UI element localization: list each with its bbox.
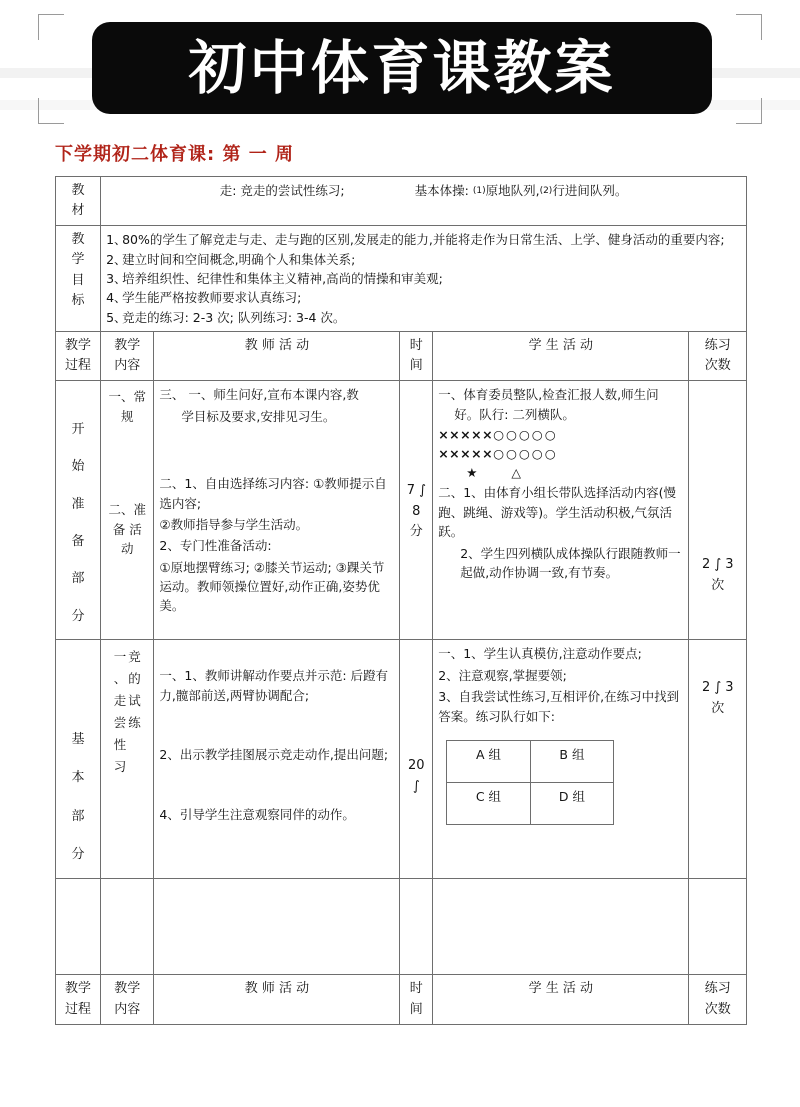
objective-item xyxy=(106,230,741,249)
section2-content-label xyxy=(101,640,154,879)
objective-text: 建立时间和空间概念,明确个人和集体关系; xyxy=(122,251,356,267)
section1-content-label xyxy=(101,381,154,640)
lesson-plan-table xyxy=(55,176,747,1025)
teacher-step-4: 2、专门性准备活动: xyxy=(159,538,272,554)
triangle-icon: △ xyxy=(511,464,556,480)
teacher-step-1b: 学目标及要求,安排见习生。 xyxy=(181,408,336,424)
section1-time-value: 7 ∫ 8 分 xyxy=(406,483,426,539)
teacher-step-3: 4、引导学生注意观察同伴的动作。 xyxy=(159,806,355,822)
objectives-content xyxy=(101,226,747,332)
section1-practice-count xyxy=(689,381,747,640)
formation-row xyxy=(438,445,683,464)
formation-x-marks: ××××× xyxy=(438,445,494,461)
materials-item-2a-num: (1) xyxy=(472,186,486,196)
group-cell-b: B 组 xyxy=(530,740,614,782)
objective-text: 80%的学生了解竞走与走、走与跑的区别,发展走的能力,并能将走作为日常生活、上学、健身活动的重要内容; xyxy=(122,232,725,248)
section2-content-col-2: 竞 的 试 练 xyxy=(128,649,141,731)
header-teacher-activity: 教 师 活 动 xyxy=(154,332,400,381)
header-student-activity: 学 生 活 动 xyxy=(433,332,689,381)
footer-student-activity: 学 生 活 动 xyxy=(433,975,689,1024)
table-row-objectives xyxy=(56,226,747,332)
objective-number: 5、 xyxy=(106,309,127,325)
section2-teacher-activity xyxy=(154,640,400,879)
objective-number: 1、 xyxy=(106,232,127,248)
title-banner xyxy=(92,22,712,114)
footer-practice-count: 练习 次数 xyxy=(689,975,747,1024)
table-row-materials xyxy=(56,177,747,226)
table-row-section-warmup xyxy=(56,381,747,640)
footer-teacher-activity: 教 师 活 动 xyxy=(154,975,400,1024)
objective-item xyxy=(106,250,741,269)
page-title: 初中体育课教案 xyxy=(188,34,616,102)
formation-leader-row xyxy=(438,464,683,483)
teacher-step-1: 一、1、教师讲解动作要点并示范: 后蹬有力,髋部前送,两臂协调配合; xyxy=(159,668,389,703)
group-formation-grid xyxy=(446,740,614,825)
section1-content-1: 一、常 规 xyxy=(108,389,146,424)
materials-item-2b-num: (2) xyxy=(539,186,553,196)
star-icon: ★ xyxy=(466,464,512,480)
table-footer-row xyxy=(56,975,747,1024)
objectives-label: 教 学 目 标 xyxy=(56,226,101,332)
section1-process-label: 开 始 准 备 部 分 xyxy=(56,381,101,640)
spacer-cell xyxy=(101,879,154,975)
teacher-step-5: ①原地摆臂练习; ②膝关节运动; ③踝关节运动。教师领操位置好,动作正确,姿势优美。 xyxy=(159,559,385,614)
student-step-2: 2、注意观察,掌握要领; xyxy=(438,667,567,683)
teacher-step-1: 三、 一、师生问好,宣布本课内容,教 xyxy=(159,387,359,403)
formation-o-marks: ○○○○○ xyxy=(493,445,558,461)
section1-student-activity xyxy=(433,381,689,640)
formation-x-marks: ××××× xyxy=(438,427,494,443)
student-step-1: 一、1、学生认真模仿,注意动作要点; xyxy=(438,646,642,662)
section2-content-col-1: 一 、 走 尝 性 习 xyxy=(113,649,127,774)
objective-text: 学生能严格按教师要求认真练习; xyxy=(122,290,302,306)
table-row-section-main xyxy=(56,640,747,879)
group-row xyxy=(447,740,614,782)
section2-time-value: 20 ∫ xyxy=(408,758,425,794)
teacher-step-2: 二、1、自由选择练习内容: ①教师提示自选内容; xyxy=(159,476,387,511)
footer-time: 时 间 xyxy=(400,975,433,1024)
teacher-step-3: ②教师指导参与学生活动。 xyxy=(159,516,309,532)
footer-process: 教学 过程 xyxy=(56,975,101,1024)
materials-item-2b: 行进间队列。 xyxy=(552,183,628,198)
materials-item-2a: 原地队列, xyxy=(485,183,540,198)
teacher-step-2: 2、出示教学挂图展示竞走动作,提出问题; xyxy=(159,747,389,763)
header-time: 时 间 xyxy=(400,332,433,381)
subtitle: 下学期初二体育课: 第 一 周 xyxy=(55,144,294,165)
header-content: 教学 内容 xyxy=(101,332,154,381)
group-cell-d: D 组 xyxy=(530,782,614,824)
section2-practice-count xyxy=(689,640,747,879)
header-process: 教学 过程 xyxy=(56,332,101,381)
crop-mark-bottom-left xyxy=(38,98,64,124)
objective-number: 2、 xyxy=(106,251,127,267)
header-practice-count: 练习 次数 xyxy=(689,332,747,381)
spacer-cell xyxy=(56,879,101,975)
formation-o-marks: ○○○○○ xyxy=(493,427,558,443)
table-row-spacer xyxy=(56,879,747,975)
table-header-row xyxy=(56,332,747,381)
section1-content-2: 二、准 备 活 动 xyxy=(108,502,146,556)
section1-teacher-activity xyxy=(154,381,400,640)
objective-item xyxy=(106,288,741,307)
objective-number: 3、 xyxy=(106,271,127,287)
section1-time xyxy=(400,381,433,640)
spacer-cell xyxy=(689,879,747,975)
spacer-cell xyxy=(154,879,400,975)
section2-time xyxy=(400,640,433,879)
objective-text: 培养组织性、纪律性和集体主义精神,高尚的情操和审美观; xyxy=(122,271,443,287)
crop-mark-top-right xyxy=(736,14,762,40)
footer-content: 教学 内容 xyxy=(101,975,154,1024)
section2-process-label: 基 本 部 分 xyxy=(56,640,101,879)
student-step-1: 一、体育委员整队,检查汇报人数,师生问好。队行: 二列横队。 xyxy=(438,387,659,422)
crop-mark-bottom-right xyxy=(736,98,762,124)
objective-item xyxy=(106,269,741,288)
materials-content xyxy=(101,177,747,226)
spacer-cell xyxy=(433,879,689,975)
formation-row xyxy=(438,426,683,445)
student-step-3: 2、学生四列横队成体操队行跟随教师一起做,动作协调一致,有节奏。 xyxy=(460,545,681,580)
formation-diagram xyxy=(438,426,683,482)
group-cell-a: A 组 xyxy=(447,740,531,782)
student-step-3: 3、自我尝试性练习,互相评价,在练习中找到答案。练习队行如下: xyxy=(438,689,680,724)
group-row xyxy=(447,782,614,824)
materials-item-2-label: 基本体操: xyxy=(414,183,469,198)
section1-count-value: 2 ∫ 3 次 xyxy=(701,557,734,593)
section2-count-value: 2 ∫ 3 次 xyxy=(701,680,734,716)
objective-number: 4、 xyxy=(106,290,127,306)
materials-label: 教 材 xyxy=(56,177,101,226)
student-step-2: 二、1、由体育小组长带队选择活动内容(慢跑、跳绳、游戏等)。学生活动积极,气氛活跃。 xyxy=(438,485,677,540)
section2-student-activity xyxy=(433,640,689,879)
spacer-cell xyxy=(400,879,433,975)
crop-mark-top-left xyxy=(38,14,64,40)
group-cell-c: C 组 xyxy=(447,782,531,824)
materials-item-1: 走: 竞走的尝试性练习; xyxy=(219,183,345,198)
objective-text: 竞走的练习: 2-3 次; 队列练习: 3-4 次。 xyxy=(122,309,346,325)
objective-item xyxy=(106,308,741,327)
